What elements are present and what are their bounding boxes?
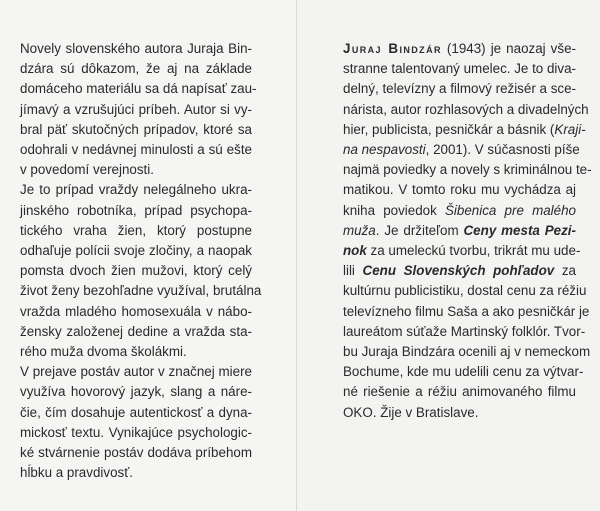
text-line xyxy=(343,160,592,180)
text-line xyxy=(343,281,587,301)
text-line: hĺbku a pravdivosť. xyxy=(20,465,133,481)
text-line xyxy=(343,100,589,120)
text-line: odhaľuje polícii svoje zločiny, a naopak xyxy=(20,243,252,259)
text-run: za umeleckú tvorbu, trikrát mu ude- xyxy=(366,243,581,259)
text-line xyxy=(343,302,590,322)
text-line: V prejave postáv autor v značnej miere xyxy=(20,364,252,380)
text-line: odohrali v nedávnej minulosti a sú ešte xyxy=(20,142,252,158)
text-run: OKO. Žije v Bratislave. xyxy=(343,404,479,420)
text-line: v povedomí verejnosti. xyxy=(20,162,154,178)
text-line xyxy=(343,221,576,241)
text-run: (1943) je naozaj vše- xyxy=(441,41,576,56)
award-name: Cenu Slovenských pohľadov xyxy=(362,263,555,279)
text-line: jinského robotníka, prípad psychopa- xyxy=(20,202,252,218)
text-run: matikou. V tomto roku mu vychádza aj xyxy=(343,182,576,198)
text-line: Novely slovenského autora Juraja Bin- xyxy=(20,41,252,56)
text-line xyxy=(343,39,576,59)
text-line xyxy=(343,362,584,382)
synopsis-paragraph xyxy=(20,362,252,483)
synopsis-paragraph xyxy=(20,180,262,362)
text-line: žensky založenej dedine a vražda sta- xyxy=(20,323,252,339)
text-run: . Je držiteľom xyxy=(375,222,464,238)
text-run: najmä poviedky a novely s kriminálnou te- xyxy=(343,162,592,178)
text-line xyxy=(343,140,580,160)
text-run: nárista, autor rozhlasových a divadelných xyxy=(343,101,589,117)
text-line xyxy=(343,382,576,402)
text-line xyxy=(343,120,586,140)
text-run: stranne talentovaný umelec. Je to diva- xyxy=(343,61,576,77)
award-name: Ceny mesta Pezi- xyxy=(463,222,576,238)
text-run: delný, televízny a filmový režisér a sce- xyxy=(343,81,576,97)
author-biography xyxy=(343,39,592,423)
text-run: Bochume, kde mu udelili cenu za výtvar- xyxy=(343,364,584,380)
text-line xyxy=(343,322,586,342)
text-run: , 2001). V súčasnosti píše xyxy=(425,142,580,158)
text-run: hier, publicista, pesničkár a básnik ( xyxy=(343,121,555,137)
text-line: bral päť skutočných prípadov, ktoré sa xyxy=(20,121,252,137)
text-line xyxy=(343,241,581,261)
text-run: kultúrnu publicistiku, dostal cenu za réžiu xyxy=(343,283,587,299)
text-line: jímavý a vzrušujúci príbeh. Autor si vy- xyxy=(20,101,252,117)
award-name: nok xyxy=(343,243,367,259)
text-run: lili xyxy=(343,263,363,279)
text-line: Je to prípad vraždy nelegálneho ukra- xyxy=(20,182,252,198)
text-line: rého muža dvoma školákmi. xyxy=(20,344,187,360)
text-line: domáceho materiálu sa dá napísať zau- xyxy=(20,81,257,97)
text-line: tického vraha žien, ktorý postupne xyxy=(20,222,252,238)
text-line: vražda mladého homosexuála v nábo- xyxy=(20,303,252,319)
text-line: život ženy bezohľadne využíval, brutálna xyxy=(20,283,262,299)
book-synopsis xyxy=(20,39,262,483)
text-line xyxy=(343,201,576,221)
text-line: dzára sú dôkazom, že aj na základe xyxy=(20,61,252,77)
synopsis-paragraph xyxy=(20,39,257,180)
text-line: mickosť textu. Vynikajúce psychologic- xyxy=(20,424,252,440)
text-line xyxy=(343,261,576,281)
text-run: kniha poviedok xyxy=(343,202,445,218)
italic-title: Šibenica pre malého xyxy=(444,202,576,218)
text-line xyxy=(343,180,576,200)
biography-paragraph xyxy=(343,39,592,423)
text-line xyxy=(343,342,591,362)
italic-title: muža xyxy=(343,222,376,238)
text-run: laureátom súťaže Martinský folklór. Tvor- xyxy=(343,323,586,339)
italic-title: Kraji- xyxy=(554,121,586,137)
text-line xyxy=(343,59,576,79)
text-line: čie, čím dosahuje autentickosť a dyna- xyxy=(20,404,252,420)
text-line: ké stvárnenie postáv dodáva príbehom xyxy=(20,445,252,461)
text-run: televízneho filmu Saša a ako pesničkár je xyxy=(343,303,590,319)
author-name: Juraj Bindzár xyxy=(343,41,442,56)
text-line: využíva hovorový jazyk, slang a náre- xyxy=(20,384,252,400)
italic-title: na nespavosti xyxy=(343,142,426,158)
text-run: né riešenie a réžiu animovaného filmu xyxy=(343,384,576,400)
text-line xyxy=(343,403,576,423)
text-run: za xyxy=(554,263,576,279)
text-run: bu Juraja Bindzára ocenili aj v nemeckom xyxy=(343,344,591,360)
text-line: pomsta dvoch žien mužovi, ktorý celý xyxy=(20,263,252,279)
text-line xyxy=(343,79,576,99)
